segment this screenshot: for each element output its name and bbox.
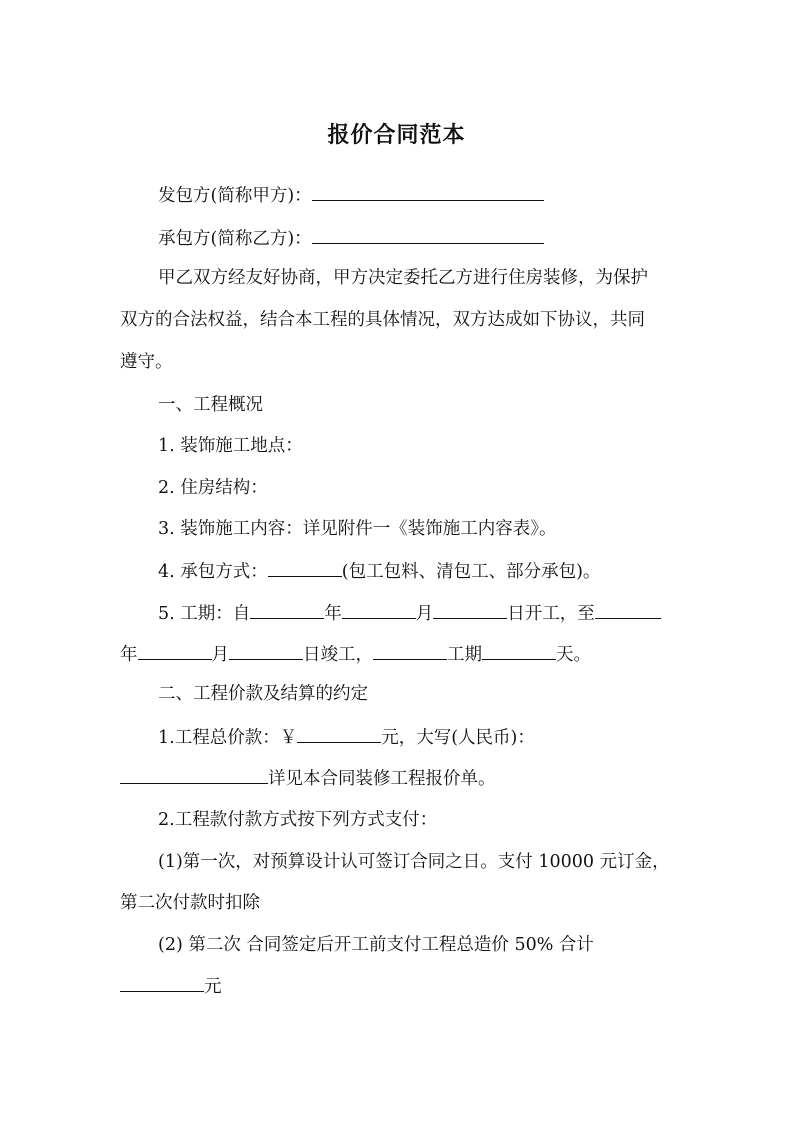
section-2-heading: 二、工程价款及结算的约定 <box>158 684 368 704</box>
end-year-label: 年 <box>120 645 138 665</box>
price-sheet-note: 详见本合同装修工程报价单。 <box>268 769 496 789</box>
total-price-suffix: 元，大写(人民币)： <box>381 728 535 748</box>
contract-method-blank <box>268 558 342 577</box>
intro-line-2: 双方的合法权益，结合本工程的具体情况，双方达成如下协议，共同 <box>120 310 645 330</box>
item-1-4-prefix: 4. 承包方式： <box>158 562 268 582</box>
item-1-4-suffix: (包工包料、清包工、部分承包)。 <box>341 562 601 582</box>
start-day-label: 日开工，至 <box>507 604 595 624</box>
document-title: 报价合同范本 <box>327 122 466 148</box>
item-1-5-line-2 <box>120 641 591 668</box>
end-month-label: 月 <box>211 645 229 665</box>
intro-line-1: 甲乙双方经友好协商，甲方决定委托乙方进行住房装修，为保护 <box>158 268 648 288</box>
party-b-line <box>158 225 544 252</box>
start-month-blank <box>342 600 416 619</box>
item-1-4 <box>158 558 600 585</box>
end-year-blank <box>595 600 661 619</box>
party-a-blank <box>312 182 544 201</box>
days-label: 天。 <box>556 645 591 665</box>
total-price-blank <box>297 724 381 743</box>
payment-2-amount-blank <box>120 973 204 992</box>
end-day-blank <box>229 641 303 660</box>
item-1-3: 3. 装饰施工内容：详见附件一《装饰施工内容表》。 <box>158 519 557 539</box>
end-month-blank <box>138 641 212 660</box>
start-year-blank <box>250 600 324 619</box>
party-a-label: 发包方(简称甲方)： <box>158 186 312 206</box>
item-2-1-line-2 <box>120 765 496 792</box>
item-1-1: 1. 装饰施工地点： <box>158 436 303 456</box>
item-1-5-prefix: 5. 工期：自 <box>158 604 251 624</box>
duration-label: 工期 <box>447 645 482 665</box>
section-1-heading: 一、工程概况 <box>158 395 263 415</box>
duration-prefix-blank <box>373 641 447 660</box>
price-in-words-blank <box>120 765 268 784</box>
duration-days-blank <box>482 641 556 660</box>
party-a-line <box>158 182 544 209</box>
start-day-blank <box>433 600 507 619</box>
payment-1-line-1: (1)第一次，对预算设计认可签订合同之日。支付 10000 元订金， <box>158 852 670 872</box>
item-2-1-line-1 <box>158 724 535 751</box>
payment-1-line-2: 第二次付款时扣除 <box>120 893 260 913</box>
item-1-2: 2. 住房结构： <box>158 478 268 498</box>
start-month-label: 月 <box>415 604 434 624</box>
payment-2-line-1: (2) 第二次 合同签定后开工前支付工程总造价 50% 合计 <box>158 935 594 955</box>
end-day-label: 日竣工， <box>303 645 373 665</box>
payment-2-line-2 <box>120 973 222 1000</box>
item-1-5-line-1 <box>158 600 661 627</box>
intro-line-3: 遵守。 <box>120 352 173 372</box>
item-2-2: 2.工程款付款方式按下列方式支付： <box>158 810 438 830</box>
party-b-label: 承包方(简称乙方)： <box>158 229 312 249</box>
payment-2-unit: 元 <box>204 977 222 997</box>
start-year-label: 年 <box>324 604 342 624</box>
party-b-blank <box>312 225 544 244</box>
total-price-label: 1.工程总价款：￥ <box>158 728 298 748</box>
